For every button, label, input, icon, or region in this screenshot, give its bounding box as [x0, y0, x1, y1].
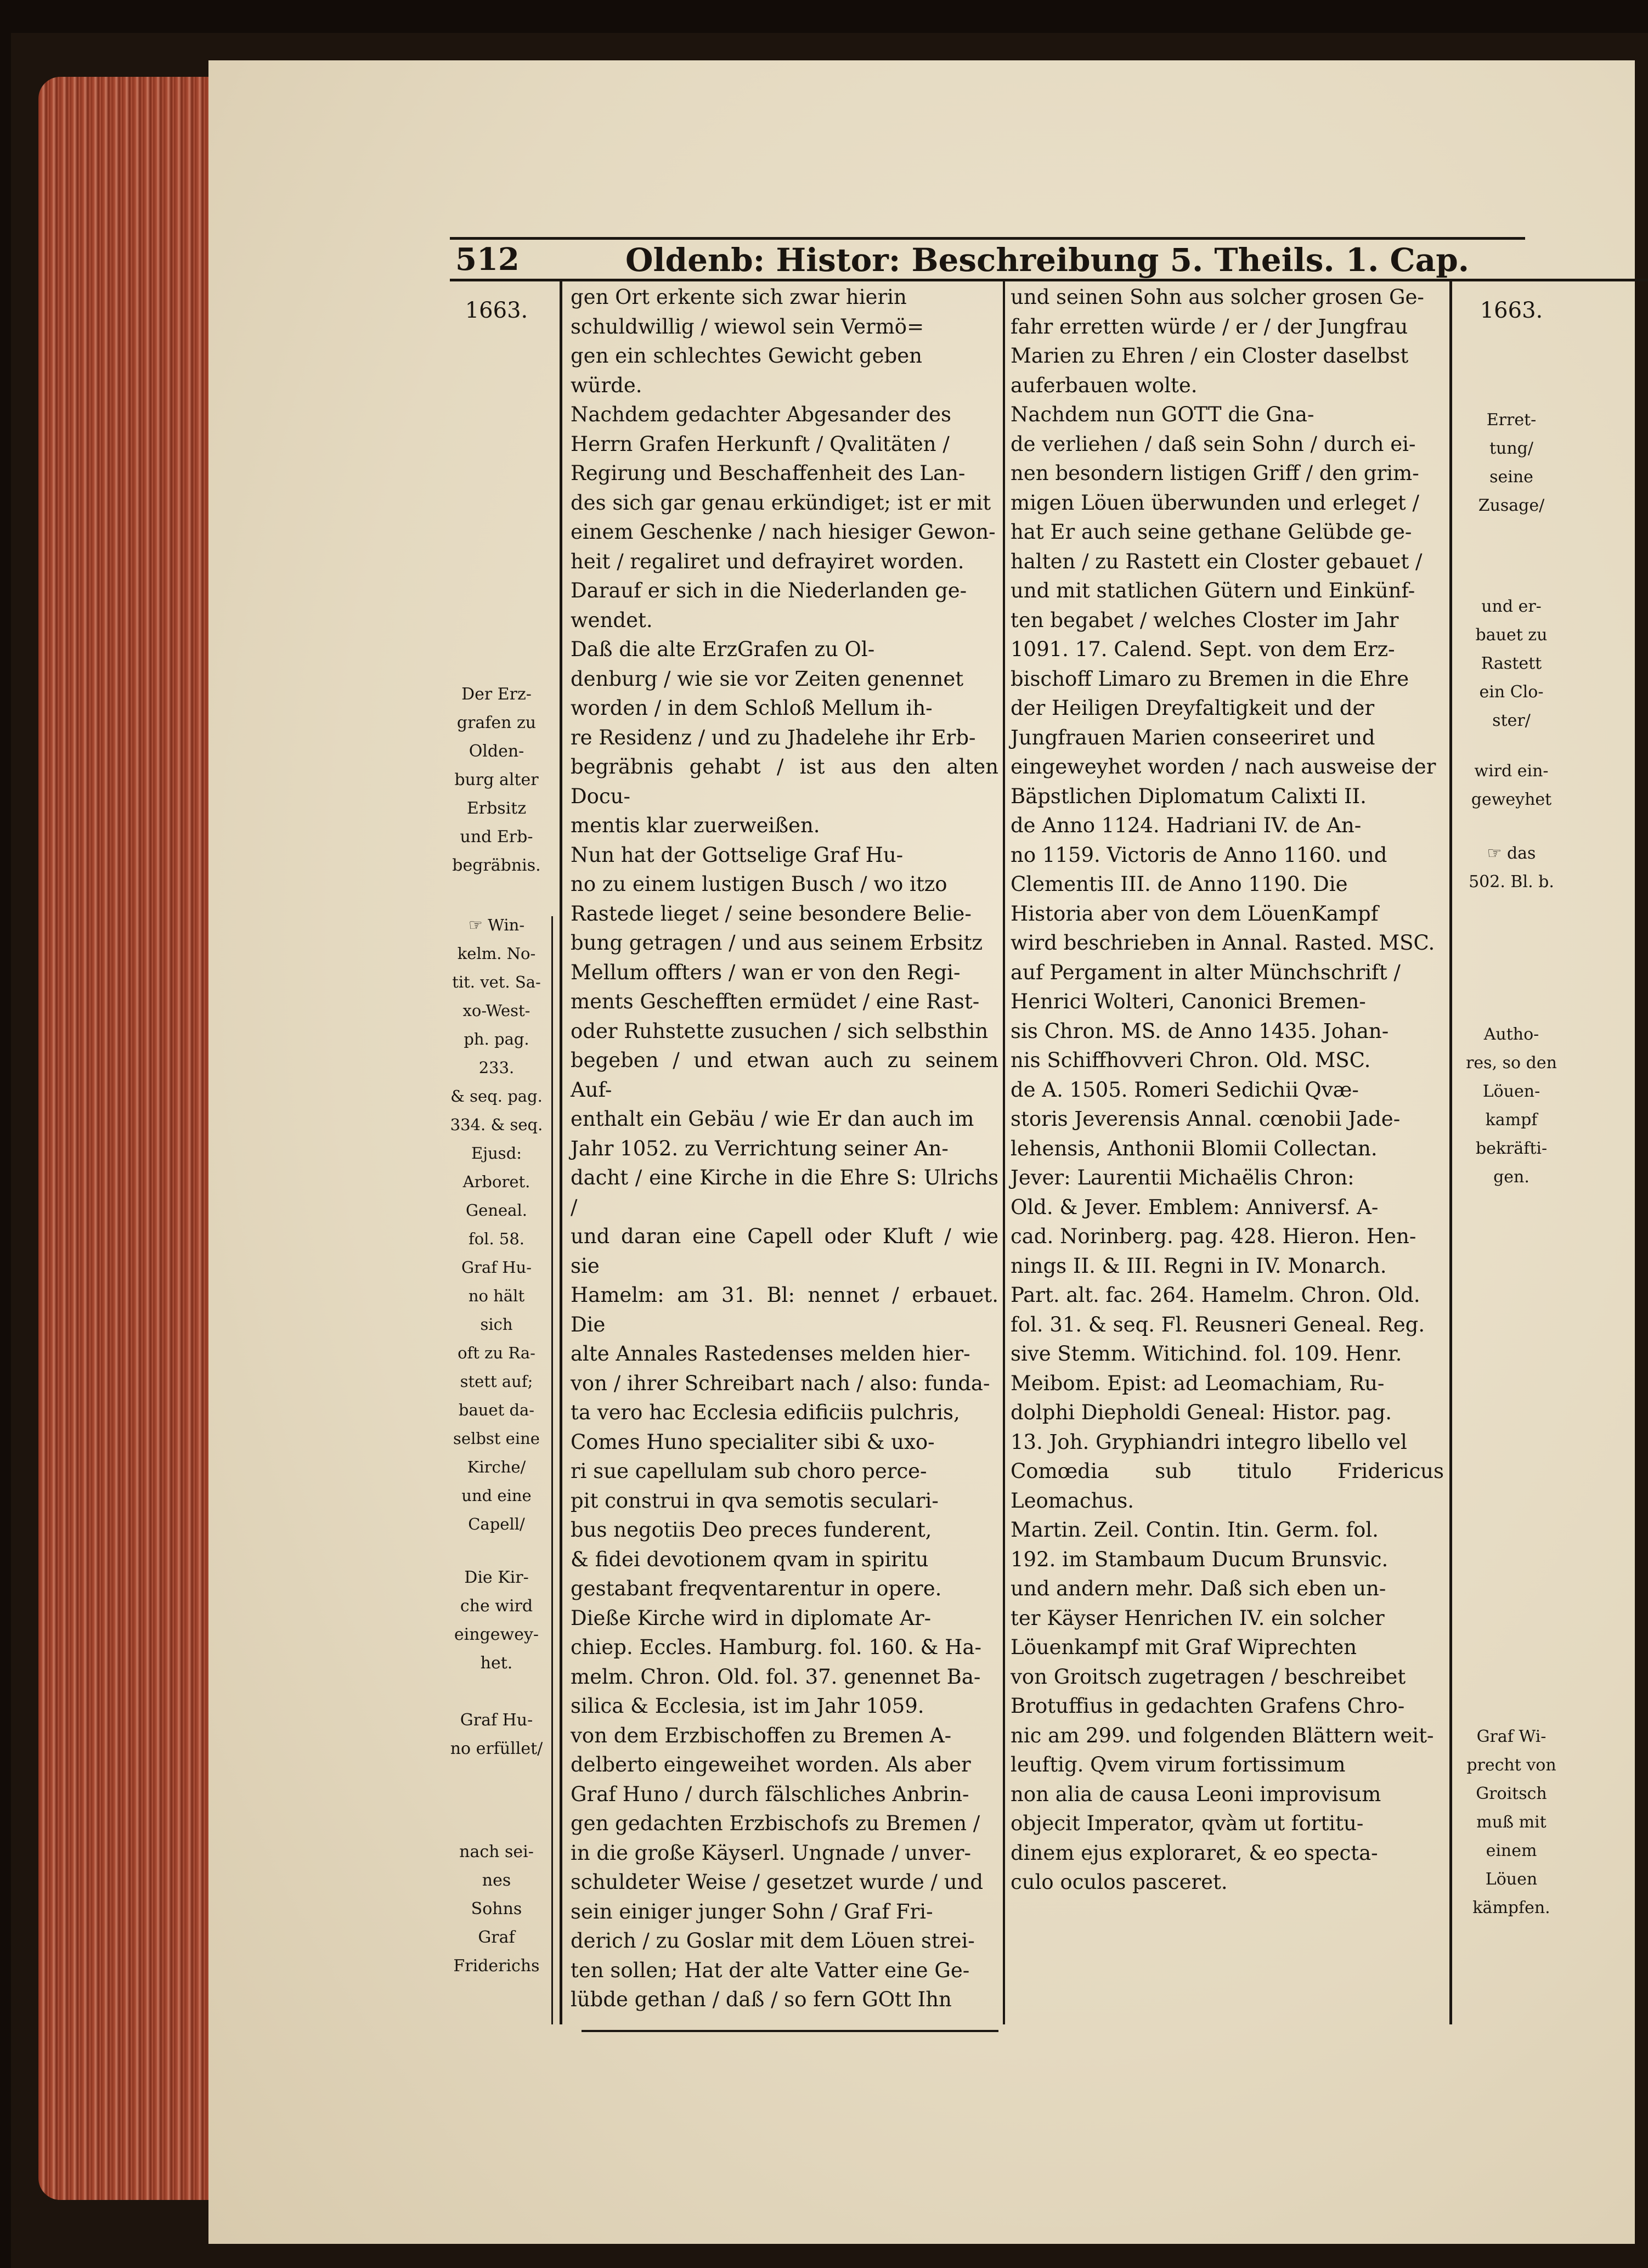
left-note-church: Die Kir- che wird eingewey- het.	[454, 1568, 539, 1673]
right-note-authors: Autho- res, so den Löuen- kampf bekräfti- gen.	[1466, 1025, 1557, 1187]
left-note-huno: Graf Hu- no erfüllet/	[450, 1711, 543, 1758]
right-note-rescue: Erret- tung/ seine Zusage/	[1478, 410, 1545, 515]
page-edges	[38, 77, 219, 2200]
left-text-column: gen Ort erkente sich zwar hierin schuldwillig / wiewol sein Vermö= gen ein schlechtes Gewicht geben würde. Nachdem gedachter Abgesander des Herrn Grafen Herkunft / Qvalitäten / Regirung und Beschaffenheit des Lan- des sich gar genau erkündiget; ist er mit einem Geschenke / nach hiesiger Gewon- heit / regaliret und defrayiret worden. Darauf er sich in die Niederlanden ge- wendet. Daß die alte ErzGrafen zu Ol- denburg / wie sie vor Zeiten genennet worden / in dem Schloß Mellum ih- re Residenz / und zu Jhadelehe ihr Erb- begräbnis gehabt / ist aus den alten Docu- mentis klar zuerweißen. Nun hat der Gottselige Graf Hu- no zu einem lustigen Busch / wo itzo Rastede lieget / seine besondere Belie- bung getragen / und aus seinem Erbsitz Mellum offters / wan er von den Regi- ments Geschefften ermüdet / eine Rast- oder Ruhstette zusuchen / sich selbsthin begeben / und etwan auch zu seinem Auf- enthalt ein Gebäu / wie Er dan auch im Jahr 1052. zu Verrichtung seiner An- dacht / eine Kirche in die Ehre S: Ulrichs / und daran eine Capell oder Kluft / wie sie Hamelm: am 31. Bl: nennet / erbauet. Die alte Annales Rastedenses melden hier- von / ihrer Schreibart nach / also: funda- ta vero hac Ecclesia edificiis pulchris, Comes Huno specialiter sibi & uxo- ri sue capellulam sub choro perce- pit construi in qva semotis seculari- bus negotiis Deo preces funderent, & fidei devotionem qvam in spiritu gestabant freqventarentur in opere. Dieße Kirche wird in diplomate Ar- chiep. Eccles. Hamburg. fol. 160. & Ha- melm. Chron. Old. fol. 37. genennet Ba- silica & Ecclesia, ist im Jahr 1059. von dem Erzbischoffen zu Bremen A- delberto eingeweihet worden. Als aber Graf Huno / durch fälschliches Anbrin- gen gedachten Erzbischofs zu Bremen / in die große Käyserl. Ungnade / unver- schuldeter Weise / gesetzet wurde / und sein einiger junger Sohn / Graf Fri- derich / zu Goslar mit dem Löuen strei- ten sollen; Hat der alte Vatter eine Ge- lübde gethan / daß / so fern GOtt Ihn	[571, 285, 998, 2011]
left-note-reference: ☞ Win- kelm. No- tit. vet. Sa- xo-West- ph. pag. 233. & seq. pag. 334. & seq. Ejusd: Arboret. Geneal. fol. 58. Graf Hu- no hält sich oft zu Ra- stett auf; bauet da- selbst eine Kirche/ und eine Capell/	[450, 916, 543, 1533]
right-note-cloister: und er- bauet zu Rastett ein Clo- ster/	[1475, 597, 1548, 730]
running-title: Oldenb: Histor: Beschreibung 5. Theils. 1. Cap.	[625, 241, 1469, 279]
right-note-ref: ☞ das 502. Bl. b.	[1469, 844, 1554, 892]
left-margin-year: 1663.	[465, 298, 528, 323]
left-column-bottom-rule	[582, 2030, 998, 2032]
book-page	[208, 60, 1635, 2244]
right-note-fight: Graf Wi- precht von Groitsch muß mit einem Löuen kämpfen.	[1466, 1727, 1556, 1917]
page-number: 512	[455, 241, 520, 278]
left-note-son: nach sei- nes Sohns Graf Friderichs	[453, 1842, 540, 1976]
right-margin-year: 1663.	[1480, 298, 1543, 323]
right-margin-rule	[1449, 280, 1452, 2024]
left-note-burial: Der Erz- grafen zu Olden- burg alter Erbsitz und Erb- begräbnis.	[452, 685, 541, 875]
header-top-rule	[450, 237, 1525, 240]
header-bottom-rule	[450, 279, 1648, 281]
right-note-consecrated: wird ein- geweyhet	[1471, 761, 1552, 809]
column-divider	[1003, 280, 1005, 2024]
left-margin-rule-inner	[551, 916, 553, 2024]
left-margin-rule	[560, 280, 562, 2024]
right-text-column: und seinen Sohn aus solcher grosen Ge- fahr erretten würde / er / der Jungfrau Marien zu Ehren / ein Closter daselbst auferbauen wolte. Nachdem nun GOTT die Gna- de verliehen / daß sein Sohn / durch ei- nen besondern listigen Griff / den grim- migen Löuen überwunden und erleget / hat Er auch seine gethane Gelübde ge- halten / zu Rastett ein Closter gebauet / und mit statlichen Gütern und Einkünf- ten begabet / welches Closter im Jahr 1091. 17. Calend. Sept. von dem Erz- bischoff Limaro zu Bremen in die Ehre der Heiligen Dreyfaltigkeit und der Jungfrauen Marien conseeriret und eingeweyhet worden / nach ausweise der Bäpstlichen Diplomatum Calixti II. de Anno 1124. Hadriani IV. de An- no 1159. Victoris de Anno 1160. und Clementis III. de Anno 1190. Die Historia aber von dem LöuenKampf wird beschrieben in Annal. Rasted. MSC. auf Pergament in alter Münchschrift / Henrici Wolteri, Canonici Bremen- sis Chron. MS. de Anno 1435. Johan- nis Schiffhovveri Chron. Old. MSC. de A. 1505. Romeri Sedichii Qvæ- storis Jeverensis Annal. cœnobii Jade- lehensis, Anthonii Blomii Collectan. Jever: Laurentii Michaëlis Chron: Old. & Jever. Emblem: Anniversf. A- cad. Norinberg. pag. 428. Hieron. Hen- nings II. & III. Regni in IV. Monarch. Part. alt. fac. 264. Hamelm. Chron. Old. fol. 31. & seq. Fl. Reusneri Geneal. Reg. sive Stemm. Witichind. fol. 109. Henr. Meibom. Epist: ad Leomachiam, Ru- dolphi Diepholdi Geneal: Histor. pag. 13. Joh. Gryphiandri integro libello vel Comœdia sub titulo Fridericus Leomachus. Martin. Zeil. Contin. Itin. Germ. fol. 192. im Stambaum Ducum Brunsvic. und andern mehr. Daß sich eben un- ter Käyser Henrichen IV. ein solcher Löuenkampf mit Graf Wiprechten von Groitsch zugetragen / beschreibet Brotuffius in gedachten Grafens Chro- nic am 299. und folgenden Blättern weit- leuftig. Qvem virum fortissimum non alia de causa Leoni improvisum objecit Imperator, qvàm ut fortitu- dinem ejus exploraret, & eo specta- culo oculos pasceret.	[1011, 285, 1444, 1894]
